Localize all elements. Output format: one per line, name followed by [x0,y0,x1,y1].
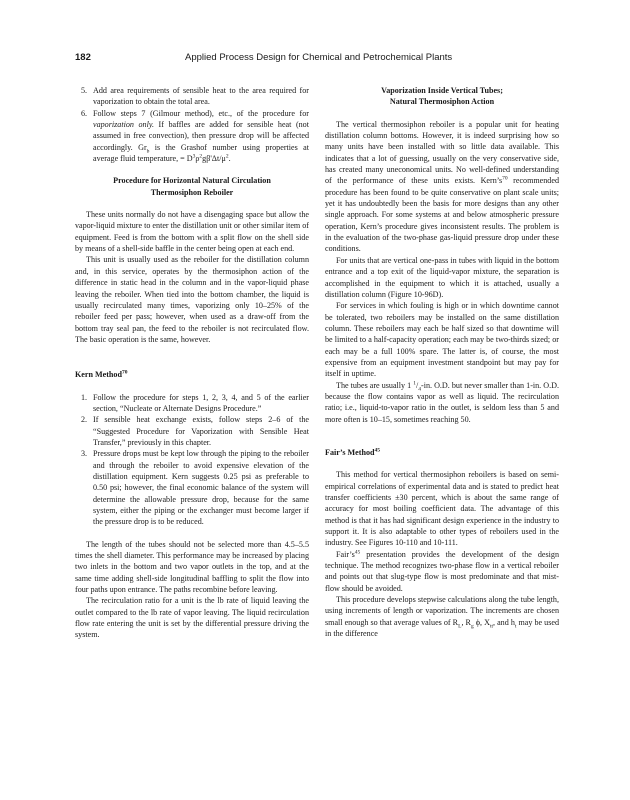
list-item-number: 5. [81,86,88,95]
running-title: Applied Process Design for Chemical and Petrochemical Plants [185,52,453,63]
list-item-text: Follow steps 7 (Gilmour method), etc., of the procedure for vaporization only. If baffles are added for sensible heat (not assumed in free convection), then pressure drop will be affected accordingly. $Gr_b$ is the Grashof number using properties at average fluid temperature, = $D^3\rho^2g\beta'\Delta t/\mu^2$. [93,108,309,164]
list-item-number: 1. [81,392,88,402]
page-number: 182 [75,52,91,63]
paragraph: This method for vertical thermosiphon reboilers is based on semi-empirical correlations of experimental data and is stated to predict heat transfer coefficients ±30 percent, which is about the same range of accuracy for most boiling coefficient data. The advantage of this method is that it has had significant design experience in the industry to support it. It is also adaptable to other types of reboilers used in the industry. See Figures 10-110 and 10-111. [325,470,559,548]
paragraph: $Fair’s^{45}$ presentation provides the development of the design technique. The method recognizes two-phase flow in a vertical reboiler and points out that slug-type flow is most predominate and that mist-flow should be avoided. [325,549,559,593]
list-item-text: If sensible heat exchange exists, follow steps 2–6 of the “Suggested Procedure for Vaporization with Sensible Heat Transfer,” previously in this chapter. [93,415,309,447]
paragraph: The recirculation ratio for a unit is the lb rate of liquid leaving the outlet compared to the lb rate of vapor leaving. The liquid recirculation flow rate entering the unit is set by the differential pressure driving the system. [75,596,309,640]
list-item-text: Pressure drops must be kept low through the piping to the reboiler and through the reboiler to avoid expensive elevation of the distillation equipment. Kern suggests 0.25 psi as preferable to 0.50 psi; however, the final economic balance of the system will determine the allowable pressure drop, because for the same system, either the piping or the exchanger must become larger if the pressure drop is to be reduced. [93,449,309,527]
paragraph: The tubes are usually 1 $^1/_4-in$. O.D. but never smaller than 1-in. O.D. because the flow contains vapor as well as liquid. The recirculation ratio; i.e., liquid-to-vapor ratio in the outlet, is seldom less than 5 and more often is 10–15, sometimes reaching 50. [325,379,559,424]
section-heading-fairs-method: Fair’s Method$^{45}$ [325,447,381,457]
list-item-text: Add area requirements of sensible heat to the area required for vaporization to obtain the total area. [93,86,309,107]
list-item [75,392,309,415]
list-item-number: 3. [81,449,88,459]
paragraph: This procedure develops stepwise calculations along the tube length, using increments of length or vaporization. The increments are chosen small enough so that average values of $R_L$, $R_g$ ϕ, $X_{tt}$, and $h_t$ may be used in the difference [325,595,559,639]
paragraph: For units that are vertical one-pass in tubes with liquid in the bottom entrance and a top exit of the liquid-vapor mixture, the separation is accomplished in the equipment to which it is attached, usually a distillation column (Figure 10-96D). [325,255,559,299]
section-heading-kern-method: Kern Method$^{70}$ [75,369,128,380]
paragraph: The length of the tubes should not be selected more than 4.5–5.5 times the shell diameter. This performance may be increased by placing two inlets in the bottom and two vapor outlets in the top, and at the same time adding shell-side longitudinal baffling to split the flow into four paths upon entrance. The paths recombine before leaving. [75,539,309,595]
right-column [325,85,559,639]
procedure-steps-list [75,85,309,164]
list-item [75,414,309,448]
paragraph: For services in which fouling is high or in which downtime cannot be tolerated, two reboilers may be installed on the same distillation column. These reboilers may each be half sized so that downtime will be limited to a half-capacity operation; each may be two-thirds sized; or each may be a full 100% spare. The latter is, of course, the most expensive from an equipment investment standpoint but may pay for itself in uptime. [325,301,559,379]
list-item-text: Follow the procedure for steps 1, 2, 3, 4, and 5 of the earlier section, “Nucleate or Alternate Designs Procedure.” [93,392,309,413]
paragraph: This unit is usually used as the reboiler for the distillation column and, in this service, operates by the thermosiphon action of the difference in static head in the column and in the vapor-liquid phase leaving the reboiler. When tied into the bottom chamber, the liquid is usually recirculated many times, vaporizing only 10–25% of the reboiler feed per pass; however, when used as a draw-off from the bottom tray seal pan, the feed to the reboiler is not recirculated flow. The basic operation is the same, however. [75,255,309,344]
list-item [75,448,309,527]
list-item [75,108,309,165]
list-item-number: 6. [81,108,88,118]
page-header [75,52,559,70]
section-heading-horizontal-thermosiphon: Procedure for Horizontal Natural Circulation Thermosiphon Reboiler [113,176,271,197]
section-heading-vertical-tubes: Vaporization Inside Vertical Tubes; Natural Thermosiphon Action [381,86,503,107]
paragraph: The vertical thermosiphon reboiler is a popular unit for heating distillation column bottoms. However, it is indeed surprising how so many units have been installed with so little data available. This indicates that a lot of guessing, usually on the very conservative side, has created many uneconomical units. No well-defined understanding of the performance of these units exists. $Kern’s^{70}$ recommended procedure has been found to be quite conservative on plant scale units; yet it has undoubtedly been the basis for more designs than any other single approach. For some systems at and below atmospheric pressure operation, Kern’s procedure gives inconsistent results. The problem is in the evaluation of the two-phase gas-liquid pressure drop under these conditions. [325,119,559,254]
list-item-number: 2. [81,415,88,425]
left-column [75,85,309,641]
paragraph: These units normally do not have a disengaging space but allow the vapor-liquid mixture to enter the distillation unit or other similar item of equipment. Feed is from the bottom with a split flow on the shell side by means of a shell-side baffle in the center being open at each end. [75,210,309,254]
kern-steps-list [75,392,309,528]
list-item [75,85,309,108]
